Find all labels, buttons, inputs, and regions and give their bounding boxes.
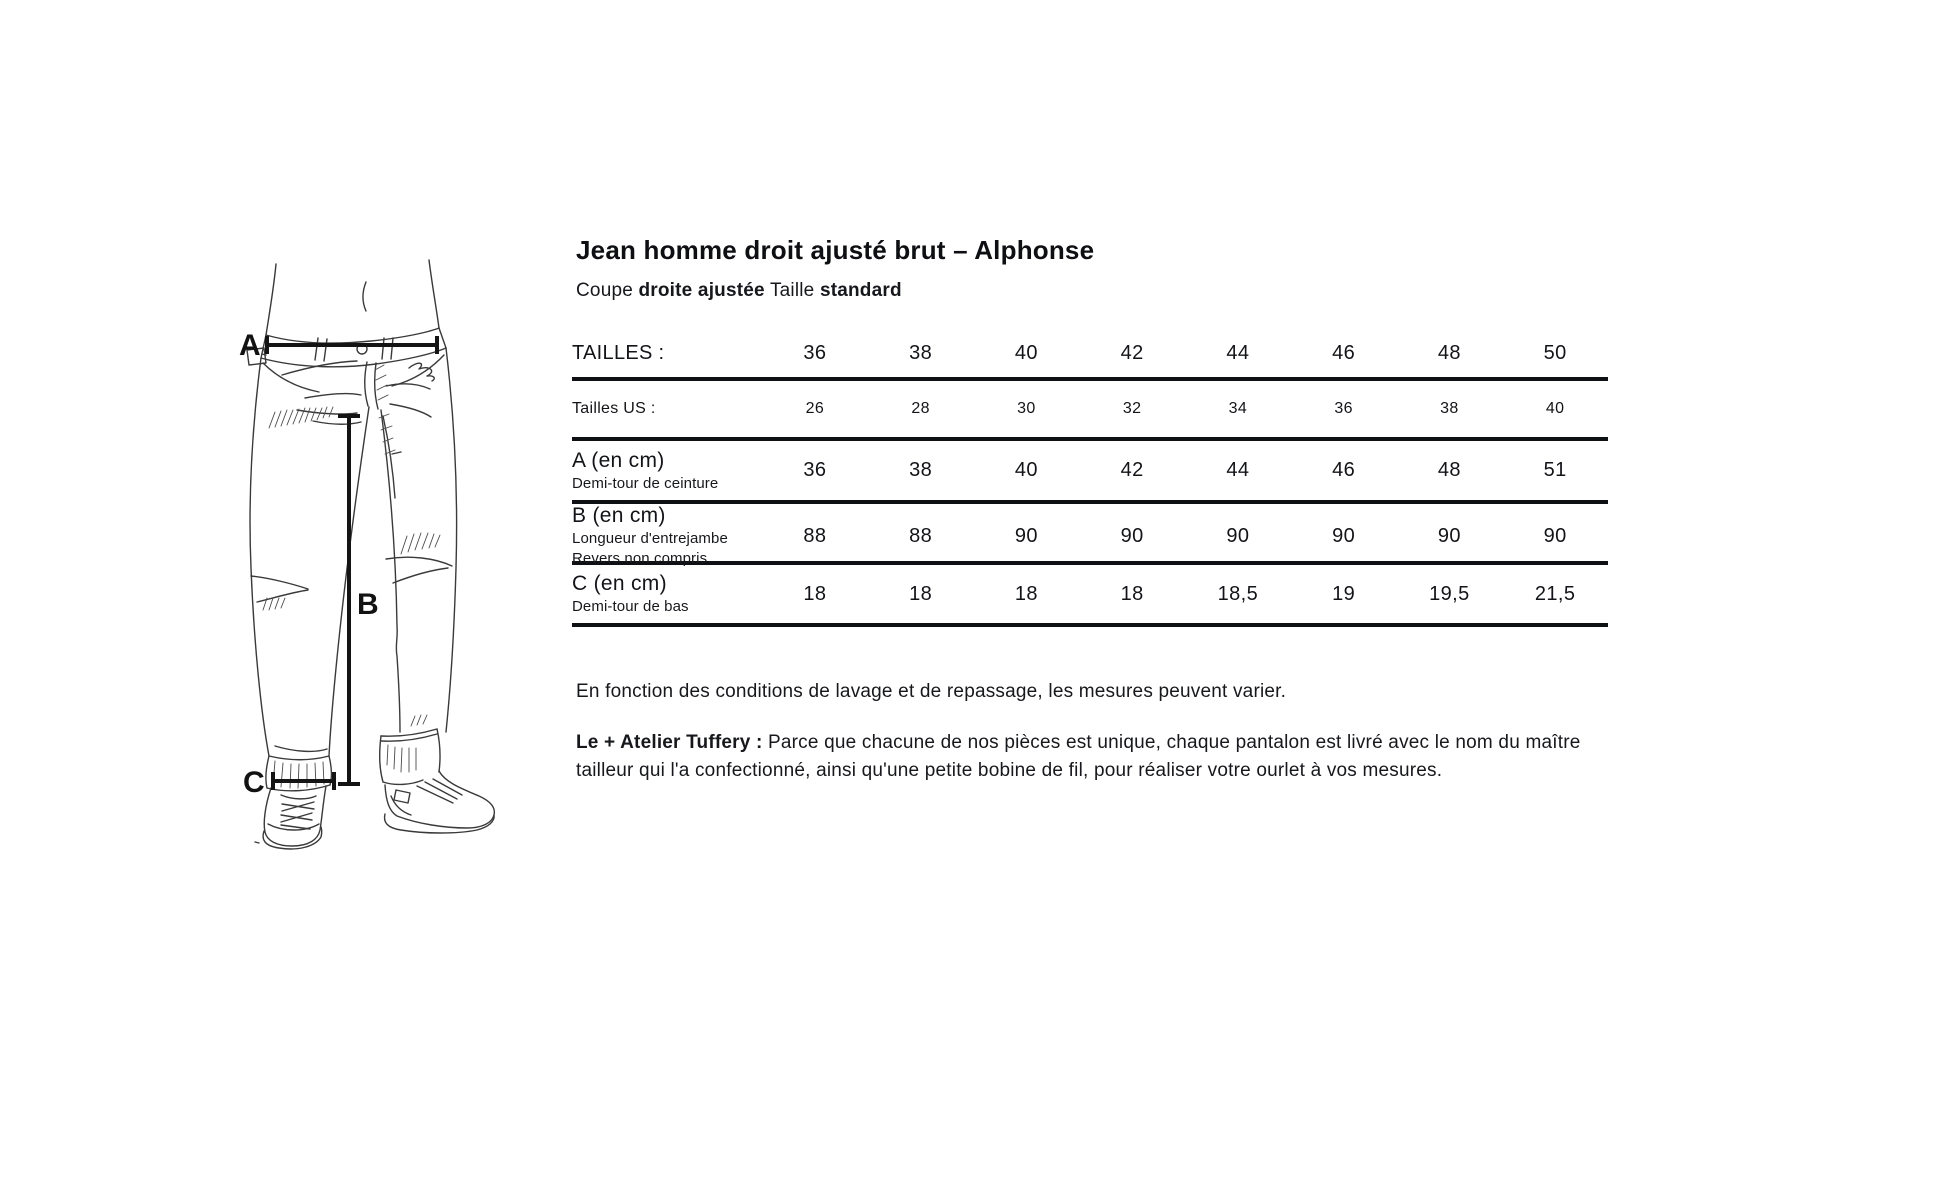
- size-value-cell: 51: [1543, 459, 1567, 481]
- size-value-cell: 90: [1332, 524, 1356, 547]
- table-row-waist: [572, 441, 1608, 504]
- size-value-cell: 40: [1014, 459, 1038, 481]
- size-value-cell: 18: [1014, 582, 1038, 605]
- size-value-cell: 40: [1545, 400, 1565, 417]
- table-row-inseam: [572, 504, 1608, 565]
- size-value-cell: 88: [803, 524, 827, 547]
- size-header-cell: 40: [1014, 342, 1038, 364]
- row-label: A (en cm): [572, 448, 665, 472]
- size-value-cell: 36: [803, 459, 827, 481]
- row-sublabel: Demi-tour de bas: [572, 598, 689, 615]
- jeans-sketch: [205, 258, 505, 894]
- row-sublabel: Longueur d'entrejambe: [572, 530, 728, 547]
- size-header-cell: 46: [1332, 342, 1356, 364]
- size-value-cell: 28: [911, 400, 930, 417]
- size-table: [572, 330, 1608, 627]
- size-value-cell: 18,5: [1217, 582, 1259, 605]
- size-value-cell: 34: [1228, 400, 1248, 417]
- measure-label-b: B: [357, 588, 379, 621]
- size-value-cell: 19,5: [1429, 582, 1470, 605]
- size-value-cell: 32: [1122, 400, 1142, 417]
- row-sublabel: Revers non compris: [572, 550, 708, 567]
- subtitle-middle: Taille: [764, 280, 820, 301]
- product-subtitle: [576, 280, 902, 302]
- size-value-cell: 18: [909, 582, 933, 605]
- measure-label-a: A: [239, 329, 261, 362]
- size-header-cell: 50: [1543, 342, 1567, 364]
- size-header-cell: 38: [909, 342, 933, 364]
- jeans-outline: [247, 260, 494, 849]
- size-value-cell: 19: [1332, 582, 1356, 605]
- size-value-cell: 21,5: [1534, 582, 1576, 605]
- size-value-cell: 30: [1017, 400, 1036, 417]
- size-header-cell: 42: [1120, 342, 1144, 364]
- size-value-cell: 90: [1120, 524, 1144, 547]
- measure-label-c: C: [243, 766, 265, 799]
- size-header-cell: 44: [1226, 342, 1250, 364]
- table-row-us-sizes: [572, 381, 1608, 441]
- size-value-cell: 42: [1120, 459, 1144, 481]
- size-value-cell: 44: [1226, 459, 1250, 481]
- size-value-cell: 18: [1120, 582, 1144, 605]
- size-header-cell: 48: [1437, 342, 1461, 364]
- product-title: Jean homme droit ajusté brut – Alphonse: [576, 235, 1095, 265]
- size-value-cell: 38: [909, 459, 933, 481]
- size-value-cell: 90: [1226, 524, 1250, 547]
- atelier-note-label: Le + Atelier Tuffery :: [576, 732, 763, 753]
- size-value-cell: 18: [803, 582, 827, 605]
- size-value-cell: 26: [805, 400, 825, 417]
- atelier-note-text: Parce que chacune de nos pièces est unique, chaque pantalon est livré avec le nom du maître tailleur qui l'a confectionné, ainsi qu'une petite bobine de fil, pour réaliser votre ourlet à vos mesures.: [576, 732, 1581, 781]
- header-label: TAILLES :: [572, 342, 665, 364]
- subtitle-prefix: Coupe: [576, 280, 639, 301]
- size-value-cell: 46: [1332, 459, 1356, 481]
- size-value-cell: 48: [1437, 459, 1461, 481]
- care-note: En fonction des conditions de lavage et de repassage, les mesures peuvent varier.: [576, 681, 1287, 702]
- atelier-note: [576, 729, 1616, 784]
- measurement-lines: [267, 336, 437, 790]
- row-sublabel: Demi-tour de ceinture: [572, 474, 719, 492]
- subtitle-size: standard: [819, 280, 902, 301]
- size-value-cell: 90: [1014, 524, 1038, 547]
- size-header-cell: 36: [803, 342, 827, 364]
- row-label: B (en cm): [572, 504, 666, 527]
- row-label: Tailles US :: [572, 400, 656, 417]
- size-value-cell: 38: [1440, 400, 1459, 417]
- table-header-row: [572, 330, 1608, 381]
- subtitle-fit: droite ajustée: [638, 280, 765, 301]
- size-value-cell: 88: [909, 524, 933, 547]
- size-value-cell: 90: [1543, 524, 1567, 547]
- table-row-hem: [572, 565, 1608, 627]
- size-value-cell: 90: [1437, 524, 1461, 547]
- row-label: C (en cm): [572, 572, 667, 595]
- size-value-cell: 36: [1334, 400, 1353, 417]
